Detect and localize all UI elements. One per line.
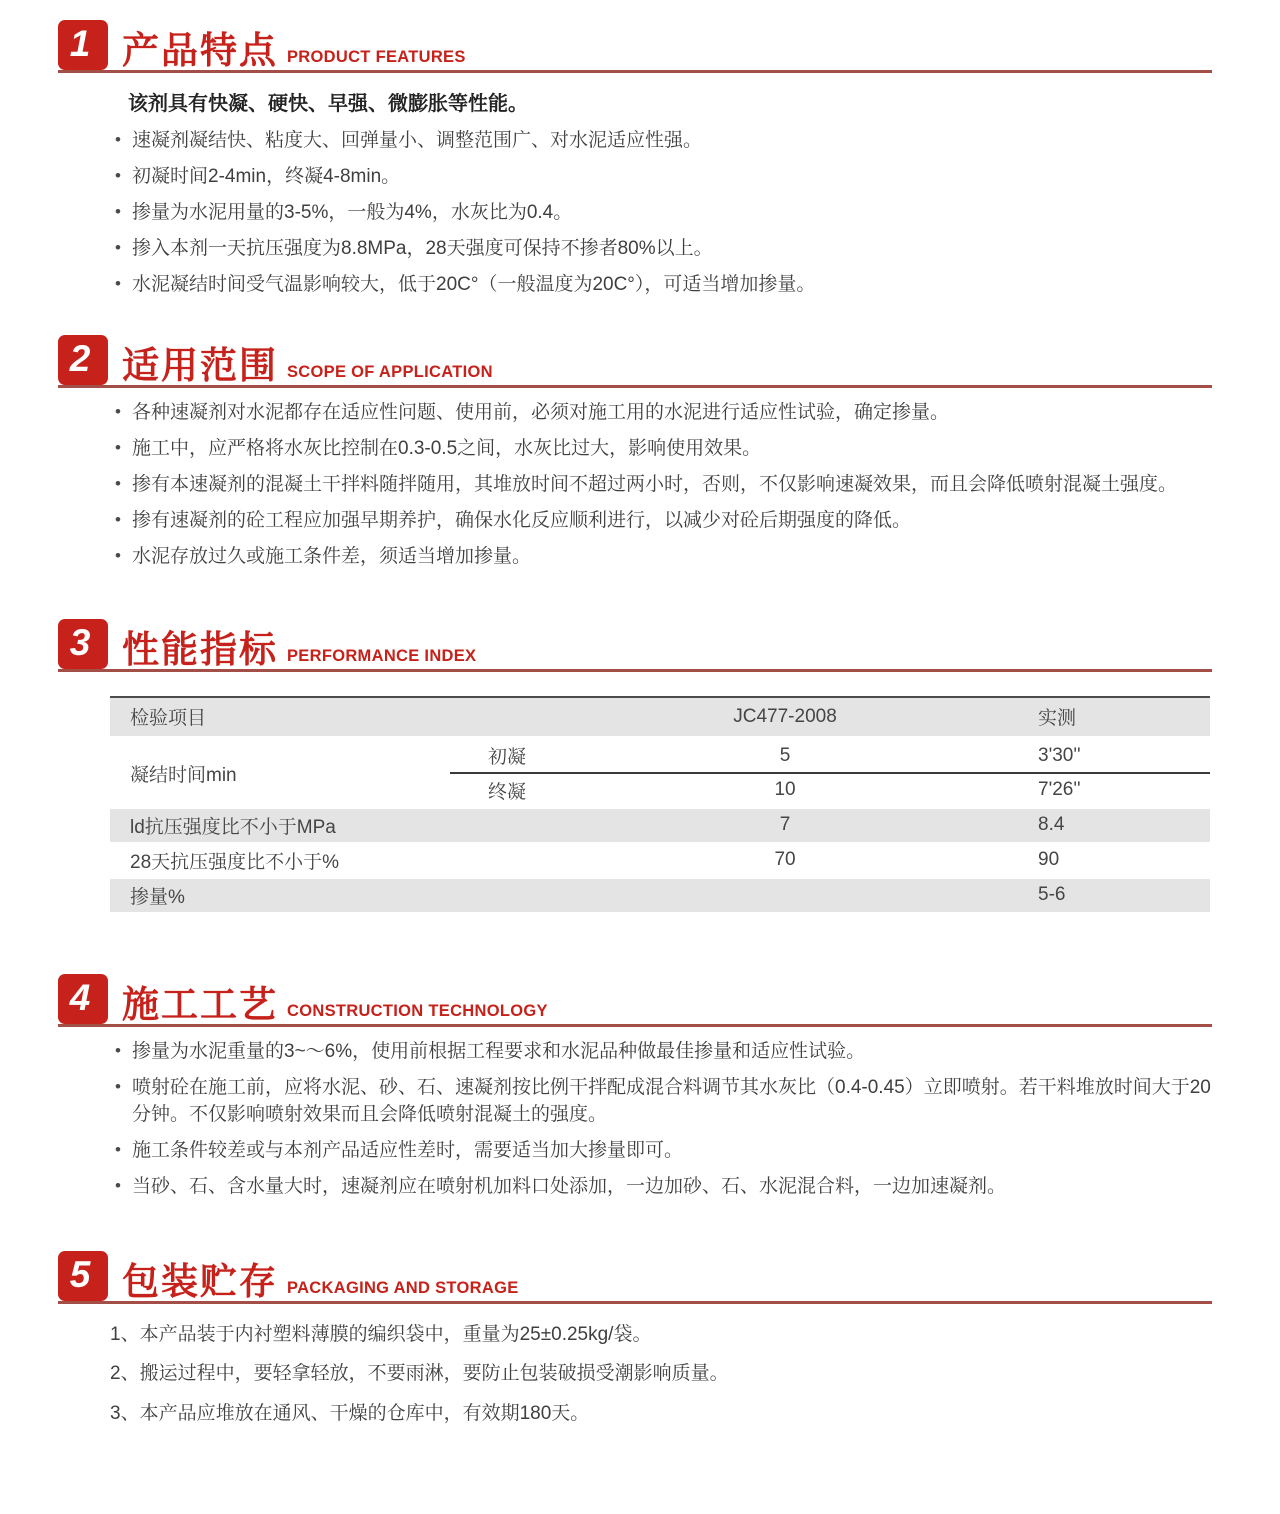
cell-standard-value: 70	[774, 849, 796, 871]
section-product-features	[58, 20, 1212, 299]
bullet-item: • 施工条件较差或与本剂产品适应性差时，需要适当加大掺量即可。	[114, 1138, 1212, 1165]
performance-table	[110, 696, 1210, 914]
col-header-item: 检验项目	[110, 697, 640, 738]
bullet-item: • 当砂、石、含水量大时，速凝剂应在喷射机加料口处添加，一边加砂、石、水泥混合料，一边加速凝剂。	[114, 1174, 1212, 1201]
numbered-item: 2、搬运过程中，要轻拿轻放，不要雨淋，要防止包装破损受潮影响质量。	[110, 1363, 729, 1385]
bullet-item: • 掺有速凝剂的砼工程应加强早期养护，确保水化反应顺利进行，以减少对砼后期强度的降低。	[114, 508, 1212, 535]
cell-standard-value: 10	[640, 773, 930, 808]
section-number-badge	[58, 1251, 108, 1301]
section-performance-index	[58, 619, 1212, 914]
section-header	[58, 335, 1212, 388]
bullet-list	[114, 128, 1212, 299]
bullet-item: • 水泥凝结时间受气温影响较大，低于20C°（一般温度为20C°），可适当增加掺量。	[114, 272, 1212, 299]
bullet-item: • 喷射砼在施工前，应将水泥、砂、石、速凝剂按比例干拌配成混合料调节其水灰比（0.4-0.45）立即喷射。若干料堆放时间大于20分钟。不仅影响喷射效果而且会降低喷射混凝土的强度。	[114, 1075, 1212, 1129]
bullet-item: • 水泥存放过久或施工条件差，须适当增加掺量。	[114, 544, 1212, 571]
bullet-item: • 掺有本速凝剂的混凝土干拌料随拌随用，其堆放时间不超过两小时，否则，不仅影响速凝效果，而且会降低喷射混凝土强度。	[114, 472, 1212, 499]
bullet-item: • 初凝时间2-4min，终凝4-8min。	[114, 164, 1212, 191]
section-title-en: PACKAGING AND STORAGE	[287, 1278, 519, 1297]
features-intro: 该剂具有快凝、硬快、早强、微膨胀等性能。	[128, 93, 528, 115]
section-number-badge	[58, 335, 108, 385]
cell-setting-time-label: 凝结时间min	[130, 764, 237, 786]
section-title-zh: 施工工艺	[122, 983, 278, 1025]
section-title-en: CONSTRUCTION TECHNOLOGY	[287, 1001, 548, 1020]
section-body	[58, 73, 1212, 299]
section-title-zh: 产品特点	[122, 30, 278, 71]
cell-standard-value: 5	[779, 744, 791, 766]
bullet-list	[114, 400, 1212, 571]
cell-standard-value	[640, 878, 930, 913]
bullet-item: • 掺量为水泥重量的3~～6%，使用前根据工程要求和水泥品种做最佳掺量和适应性试验。	[114, 1039, 1212, 1066]
cell-sub-label: 终凝	[450, 773, 640, 808]
numbered-item: 1、本产品装于内衬塑料薄膜的编织袋中，重量为25±0.25kg/袋。	[110, 1323, 652, 1345]
section-construction-technology	[58, 974, 1212, 1201]
cell-sub-label: 初凝	[488, 747, 527, 769]
section-body	[58, 1027, 1212, 1201]
table-header-row	[110, 697, 1210, 738]
section-header	[58, 20, 1212, 73]
section-number: 3	[69, 621, 91, 663]
table-row-dosage	[110, 878, 1210, 913]
section-number: 4	[69, 976, 91, 1018]
section-title-en: PERFORMANCE INDEX	[287, 646, 477, 665]
table-row-initial-setting	[110, 738, 1210, 773]
bullet-item: • 施工中，应严格将水灰比控制在0.3-0.5之间，水灰比过大，影响使用效果。	[114, 436, 1212, 463]
cell-item-label: ld抗压强度比不小于MPa	[110, 808, 640, 843]
table-row-1d-strength	[110, 808, 1210, 843]
section-title-en: PRODUCT FEATURES	[287, 48, 466, 66]
section-packaging-storage	[58, 1251, 1212, 1428]
bullet-item: • 掺入本剂一天抗压强度为8.8MPa，28天强度可保持不掺者80%以上。	[114, 236, 1212, 263]
cell-actual-value: 3'30''	[1038, 744, 1081, 766]
section-title-zh: 适用范围	[122, 344, 278, 386]
section-title-zh: 性能指标	[122, 628, 278, 670]
table-row-28d-strength	[110, 843, 1210, 878]
cell-item-label: 28天抗压强度比不小于%	[130, 851, 340, 873]
section-number-badge	[58, 619, 108, 669]
bullet-item: • 掺量为水泥用量的3-5%，一般为4%，水灰比为0.4。	[114, 200, 1212, 227]
cell-actual-value: 7'26''	[930, 773, 1210, 808]
cell-actual-value: 90	[1038, 849, 1060, 871]
cell-actual-value: 5-6	[930, 878, 1210, 913]
numbered-item: 3、本产品应堆放在通风、干燥的仓库中，有效期180天。	[110, 1402, 590, 1424]
section-number-badge	[58, 20, 108, 70]
section-header	[58, 1251, 1212, 1304]
col-header-actual: 实测	[930, 697, 1210, 738]
section-number: 5	[69, 1253, 91, 1295]
cell-actual-value: 8.4	[930, 808, 1210, 843]
bullet-item: • 各种速凝剂对水泥都存在适应性问题、使用前，必须对施工用的水泥进行适应性试验，确定掺量。	[114, 400, 1212, 427]
bullet-list	[114, 1039, 1212, 1201]
section-body	[58, 388, 1212, 571]
cell-item-label: 掺量%	[110, 878, 640, 913]
col-header-standard: JC477-2008	[640, 697, 930, 738]
section-title-en: SCOPE OF APPLICATION	[287, 362, 493, 381]
section-number: 1	[69, 23, 91, 64]
section-number-badge	[58, 974, 108, 1024]
section-scope-of-application	[58, 335, 1212, 571]
cell-standard-value: 7	[640, 808, 930, 843]
section-number: 2	[69, 337, 91, 379]
section-title-zh: 包装贮存	[122, 1260, 278, 1302]
bullet-item: • 速凝剂凝结快、粘度大、回弹量小、调整范围广、对水泥适应性强。	[114, 128, 1212, 155]
section-header	[58, 619, 1212, 672]
numbered-list	[58, 1304, 1212, 1428]
section-header	[58, 974, 1212, 1027]
